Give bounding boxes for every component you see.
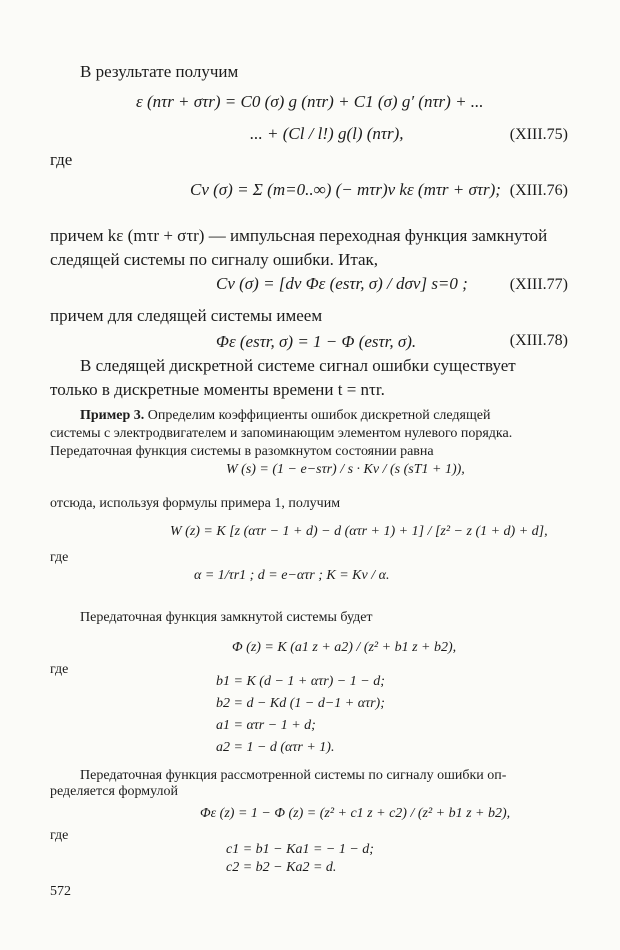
equation-w-s: W (s) = (1 − e−sτr) / s · Kv / (s (sT1 + 1)),	[226, 462, 465, 477]
equation-number-xiii-76: (XIII.76)	[509, 182, 568, 199]
equation-parameters: α = 1/τr1 ; d = e−ατr ; K = Kv / α.	[194, 568, 390, 583]
equation-number-xiii-75: (XIII.75)	[509, 126, 568, 143]
paragraph-tracking: причем для следящей системы имеем	[50, 306, 323, 325]
equation-b1: b1 = K (d − 1 + ατr) − 1 − d;	[216, 674, 385, 689]
paragraph-impulse-text-1: причем kε (mτr + στr) — импульсная переходная функция замкнутой	[50, 226, 548, 245]
paragraph-discrete-line1: В следящей дискретной системе сигнал ошибки существует	[80, 356, 516, 375]
example-text-4: отсюда, используя формулы примера 1, получим	[50, 496, 341, 511]
paragraph-impulse-line1	[50, 226, 568, 246]
paragraph-closed-system: Передаточная функция замкнутой системы будет	[80, 610, 373, 625]
equation-xiii-78: Φε (esτr, σ) = 1 − Φ (esτr, σ).	[216, 332, 417, 351]
equation-c1: c1 = b1 − Ka1 = − 1 − d;	[226, 842, 374, 857]
equation-c2: c2 = b2 − Ka2 = d.	[226, 860, 337, 875]
equation-number-xiii-78: (XIII.78)	[509, 332, 568, 349]
paragraph-discrete-line2: только в дискретные моменты времени t = nτr.	[50, 380, 385, 399]
where-label-3: где	[50, 662, 69, 677]
example-heading-line	[80, 408, 490, 424]
paragraph-impulse-line2: следящей системы по сигналу ошибки. Итак,	[50, 250, 379, 269]
paragraph-error-line2: ределяется формулой	[50, 784, 179, 799]
paragraph-intro: В результате получим	[80, 62, 239, 81]
equation-xiii-76: Cν (σ) = Σ (m=0..∞) (− mτr)ν kε (mτr + στr);	[190, 180, 501, 199]
equation-xiii-75-line1: ε (nτr + στr) = C0 (σ) g (nτr) + C1 (σ) g′ (nτr) + ...	[136, 92, 484, 111]
equation-phi-epsilon: Φε (z) = 1 − Φ (z) = (z² + c1 z + c2) / (z² + b1 z + b2),	[200, 806, 511, 821]
where-label-2: где	[50, 550, 69, 565]
equation-w-z: W (z) = K [z (ατr − 1 + d) − d (ατr + 1) + 1] / [z² − z (1 + d) + d],	[170, 524, 548, 539]
equation-xiii-77: Cν (σ) = [dν Φε (esτr, σ) / dσν] s=0 ;	[216, 274, 468, 293]
example-text-2: системы с электродвигателем и запоминающим элементом нулевого порядка.	[50, 426, 513, 441]
equation-b2: b2 = d − Kd (1 − d−1 + ατr);	[216, 696, 385, 711]
equation-number-xiii-77: (XIII.77)	[509, 276, 568, 293]
equation-a2: a2 = 1 − d (ατr + 1).	[216, 740, 335, 755]
where-label-1: где	[50, 150, 73, 169]
equation-phi-z: Φ (z) = K (a1 z + a2) / (z² + b1 z + b2),	[232, 640, 457, 655]
equation-xiii-75-line2: ... + (Cl / l!) g(l) (nτr),	[250, 124, 404, 143]
example-title: Пример 3.	[80, 408, 145, 423]
example-text-1: Определим коэффициенты ошибок дискретной следящей	[147, 408, 491, 423]
equation-a1: a1 = ατr − 1 + d;	[216, 718, 316, 733]
paragraph-error-line1: Передаточная функция рассмотренной системы по сигналу ошибки оп-	[80, 768, 507, 783]
example-text-3: Передаточная функция системы в разомкнутом состоянии равна	[50, 444, 434, 459]
where-label-4: где	[50, 828, 69, 843]
page-number: 572	[50, 884, 71, 899]
